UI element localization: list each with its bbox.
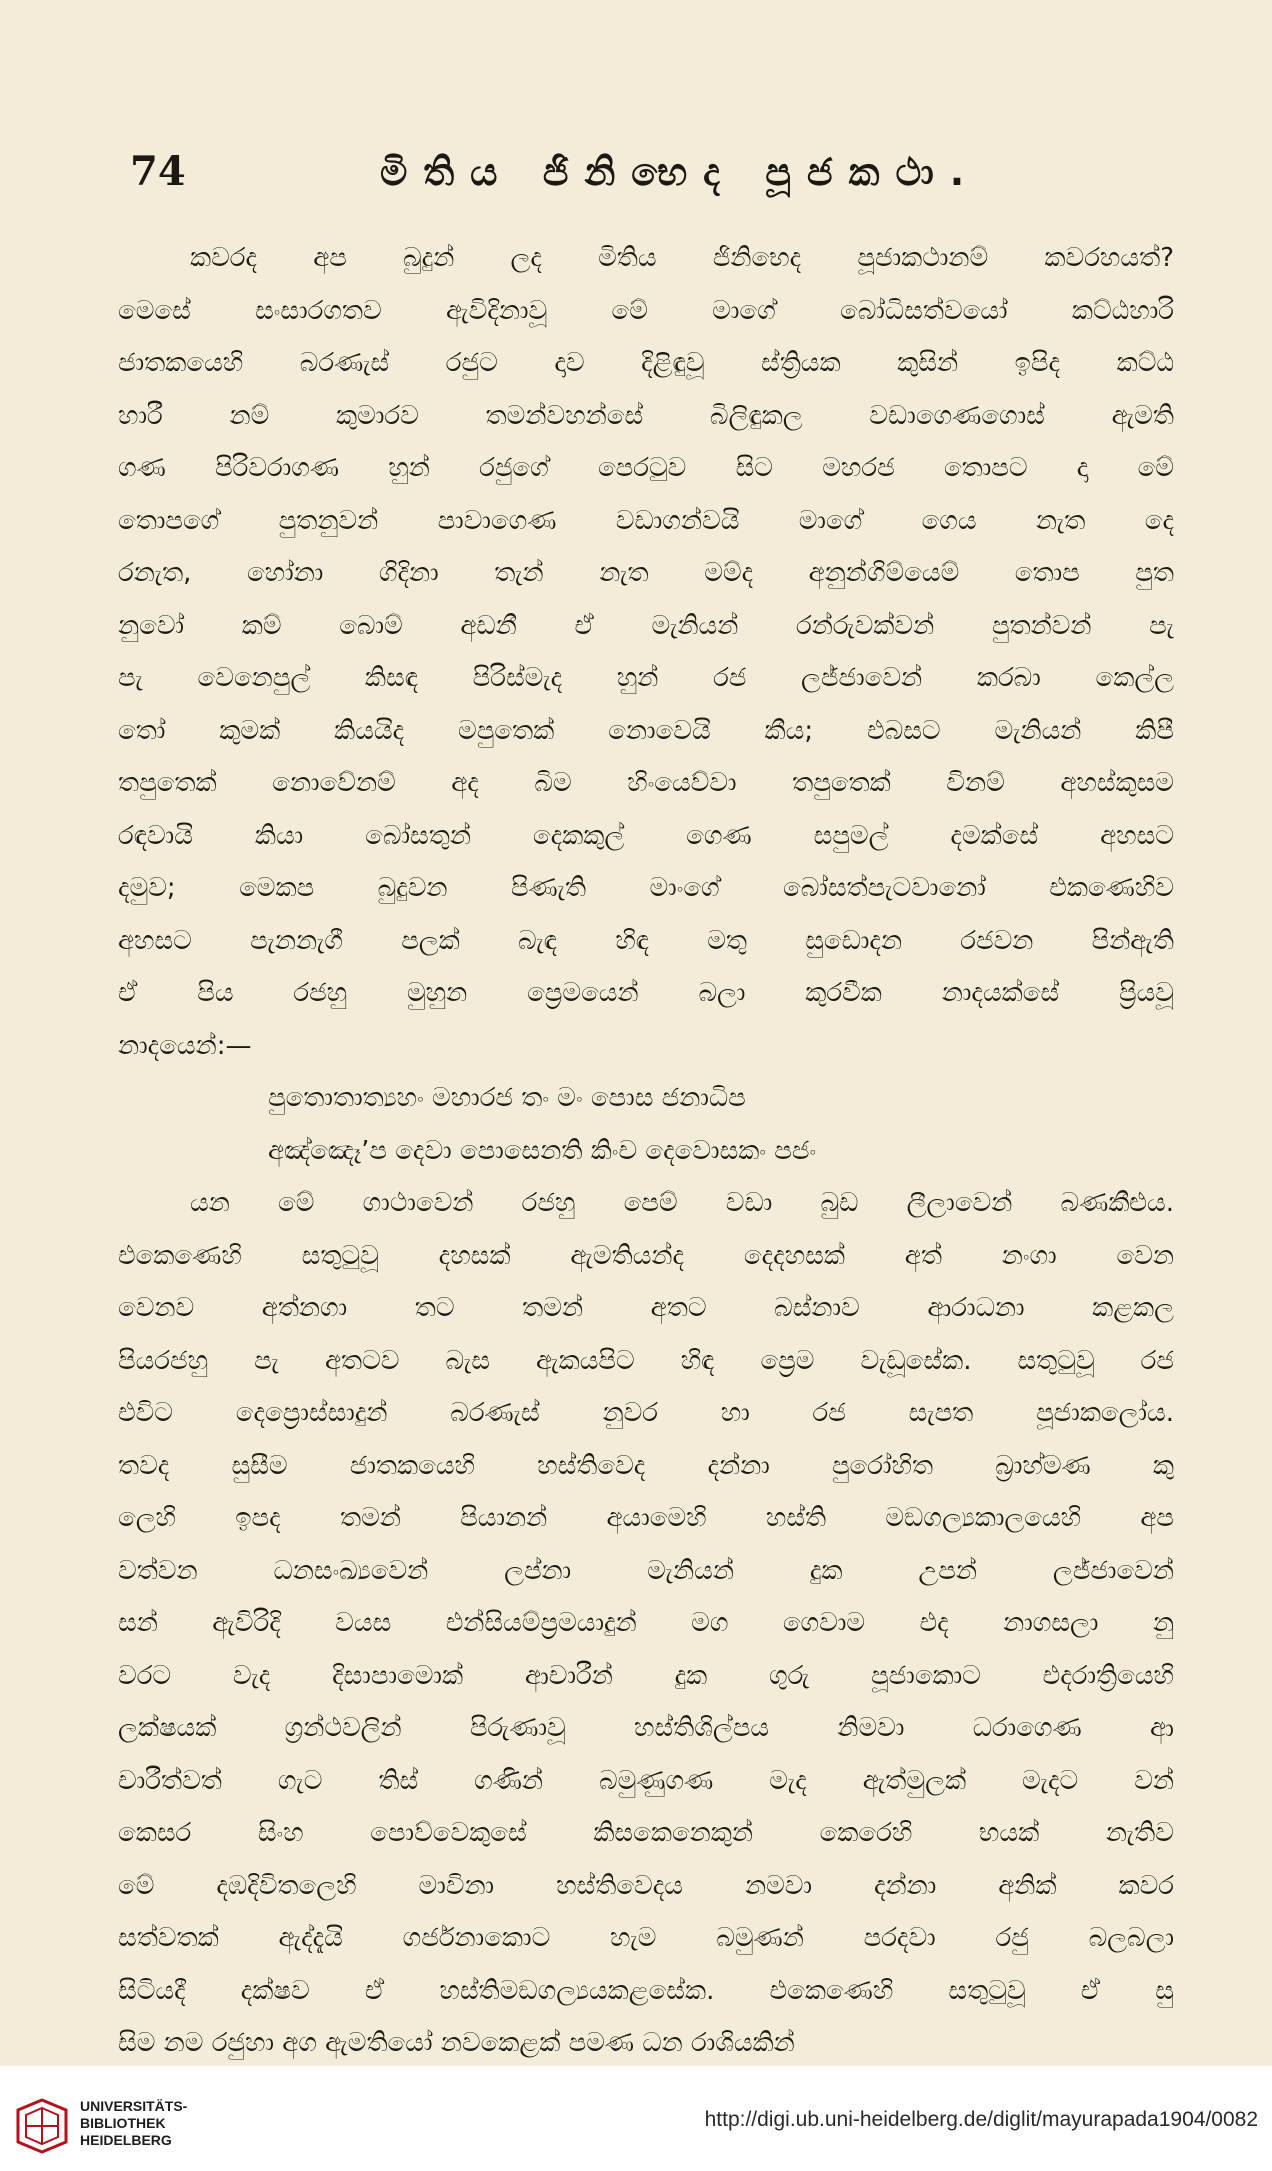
text-line: සත්වතක් ඇද්දැයි ගර්ජනාකොට හැම බමුණන් පරදවා රජු බලබලා <box>118 1923 1174 1953</box>
text-line: එවිට දෙප්‍රොස්සාදුන් බරණැස් නුවර හා රජ සැපත පූජාකලෝය. <box>118 1398 1174 1428</box>
text-line: එකෙණෙහි සතුටුවූ දහසක් ඇමතියන්ද දෙදහසක් අත් නංගා වෙන <box>118 1240 1174 1271</box>
footer <box>0 2066 1272 2171</box>
text-line: දමුව; මෙකප බුදුවන පිණැති මාංගේ බෝසත්පැටවානෝ එකණෙහිව <box>118 873 1174 903</box>
verse-block <box>118 1072 1174 1177</box>
text-line: වෙනව අත්නගා තට තමන් අතට බස්නාව ආරාධනා කළකල <box>118 1293 1174 1323</box>
text-line: රනැත, හෝනා ගිදිනා තැන් නැත මම්ද අනුන්ගිම්යෙම් තොප පුත <box>118 558 1174 588</box>
library-name <box>80 2098 187 2149</box>
text-line: තෝ කුමක් කියයිද මපුතෙක් නොවෙයි කීය; එබසට මැනියන් කිපී <box>118 715 1174 746</box>
page-header <box>130 148 1160 208</box>
verse-line: අඤ්ඤෙ‍ෑ’ප දෙවා පොසෙනති කිංච දෙවොසකං පජං <box>268 1135 817 1166</box>
page-number: 74 <box>130 148 186 195</box>
paragraph-2 <box>118 1177 1174 2070</box>
body-text <box>118 232 1174 2070</box>
text-line: නුවෝ කම් බොම් අඩනී ඒ මැනියන් රන්රුවක්වන් පුතන්වන් පැ <box>118 610 1174 641</box>
text-line: කෙසර සිංහ පොව්වෙකුසේ කිසකෙනෙකුන් කෙරෙහි භයක් නැතිව <box>118 1818 1174 1848</box>
text-line: සිම නම රජුහා අග ඇමතියෝ නවකෙළක් පමණ ධන රාශියකින් <box>118 2028 795 2058</box>
text-line: අහසට පැනනැගී පලක් බැඳ හිඳ මතු සුඩොදන රජවන පින්ඇති <box>118 925 1174 956</box>
text-line: මෙසේ සංසාරගතව ඇවිදිනාවූ මේ මාගේ බෝධිසත්වයෝ කට්ඨහාරි <box>118 295 1174 326</box>
library-name-line: HEIDELBERG <box>80 2132 172 2148</box>
verse-line: පුතොතාත්‍යහං මහාරජ තං මං පොස ජනාධිප <box>268 1083 746 1113</box>
text-line: පැ වෙනෙපුල් කිසඳ පිරිස්මැද හුන් රජ ලජ්ජාවෙන් කරබා කෙල්ල <box>118 663 1174 693</box>
text-line: හාරී නම් කුමාරව තමන්වහන්සේ බිලිඳුකල වඩාගෙණගොස් ඇමති <box>118 400 1174 431</box>
text-line: යන මේ ගාථාවෙන් රජහු පෙම් වඩා බුඩ ලීලාවෙන් බණකීළුය. <box>190 1188 1174 1218</box>
library-name-line: UNIVERSITÄTS- <box>80 2098 188 2114</box>
source-url-link[interactable]: http://digi.ub.uni-heidelberg.de/diglit/mayurapada1904/0082 <box>704 2108 1258 2131</box>
text-line: රඳවායි කියා බෝසතුන් දෙකකුල් ගෙණ සපුමල් දමක්සේ අහසට <box>118 820 1174 851</box>
text-line: ලෙහි ඉපද තමන් පියානන් අයාමෙහි හස්ති මඞගල්‍යකාලයෙහි අප <box>118 1503 1174 1533</box>
text-line: ලක්ෂයක් ග්‍රන්ථවලින් පිරුණාවූ හස්තිශිල්පය නිමවා ධරාගෙණ ආ <box>118 1713 1174 1743</box>
text-line: ගණ පිරිවරාගණ හුන් රජුගේ පෙරටුව සිට මහරජ තොපට දා මේ <box>118 453 1174 483</box>
university-library-seal-icon <box>12 2096 72 2156</box>
text-line: සන් ඇවිරිදි වයස එන්සියම්ප්‍රමයාදුන් මග ගෙවාම එද නාගසලා නු <box>118 1608 1174 1638</box>
text-line: සිටියදී දක්ෂව ඒ හස්තිමඞගල්‍යයකළසේක. එකෙණෙහි සතුටුවූ ඒ සු <box>118 1975 1174 2006</box>
text-line: චාරීත්වත් ගැට තිස් ගණින් බමුණුගණ මැද ඇත්මුලක් මැදට වන් <box>118 1765 1174 1796</box>
text-line: මේ දඹදිවිතලෙහි මාවිනා හස්තිවෙදය නමවා දන්නා අනික් කවර <box>118 1870 1174 1901</box>
text-line: තවද සුසීම ජාතකයෙහි හස්තිවෙද දන්නා පුරෝහිත බ්‍රාහ්මණ කු <box>118 1450 1174 1481</box>
text-line: නාදයෙන්:— <box>118 1030 252 1061</box>
text-line: වත්වන ධනසංඛ්‍යවෙන් ලප්නා මැනියන් දුක උපන් ලජ්ජාවෙන් <box>118 1555 1174 1586</box>
text-line: පියරජහු පැ අතටව බැස ඇකයපිට හිඳ ප්‍රෙම වැඩූසේක. සතුටුවූ රජ <box>118 1345 1174 1376</box>
text-line: ජාතකයෙහි බරණැස් රජුට දාව දිළිඳුවූ ස්ත්‍රියක කුසින් ඉපිද කට්ඨ <box>118 348 1174 378</box>
text-line: තොපගේ පුතනුවන් පාවාගෙණ වඩාගන්වයි මාගේ ගෙය නැත දෙ <box>118 505 1174 536</box>
text-line: තපුතෙක් නොවේනම් අද බිම හිංයෙව්වා තපුතෙක් විනම් අහස්කුසම <box>118 768 1174 798</box>
text-line: වරට වැද දිසාපාමොක් ආචාරීන් දුක ගුරු පූජාකොට එදරාත්‍රියෙහි <box>118 1660 1174 1691</box>
paragraph-1 <box>118 232 1174 1072</box>
library-name-line: BIBLIOTHEK <box>80 2115 166 2131</box>
text-line: කවරද අප බුදුන් ලද මිතිය ජිනිභෙද පූජාකථානම් කවරහයත්? <box>190 243 1174 273</box>
text-line: ඒ පිය රජහු මුහුන ප්‍රෙමයෙන් බලා කුරවීක නාදයක්සේ ප්‍රියවූ <box>118 978 1174 1008</box>
running-title: මිතිය ජිනිභෙද පූජකථා. <box>380 150 981 194</box>
